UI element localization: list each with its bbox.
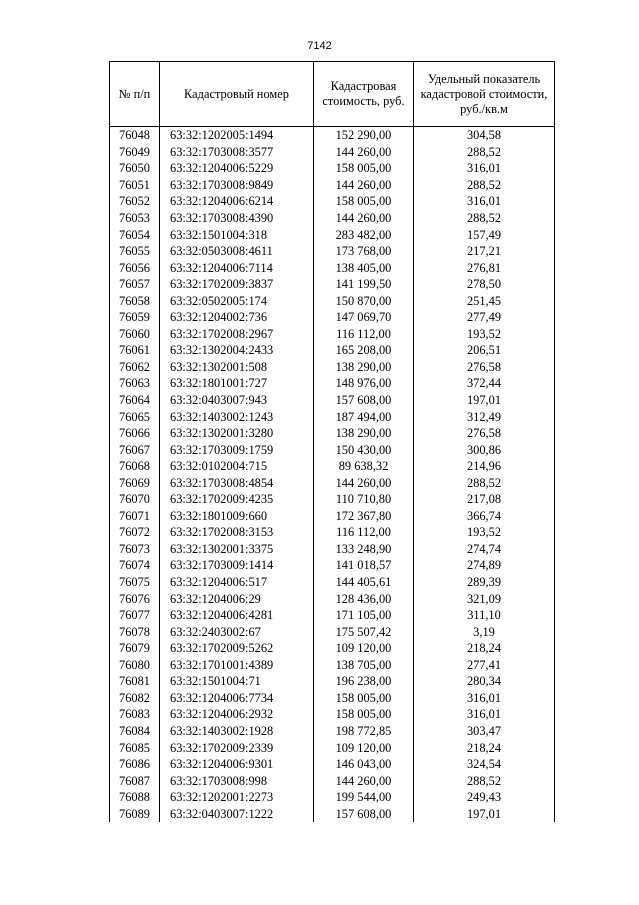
cadastral-number-cell: 63:32:1204006:29 [160, 590, 314, 607]
cadastral-value-cell: 157 608,00 [314, 392, 414, 409]
specific-value-cell: 280,34 [414, 673, 555, 690]
row-number-cell: 76048 [110, 127, 160, 144]
row-number-cell: 76075 [110, 574, 160, 591]
specific-value-cell: 321,09 [414, 590, 555, 607]
specific-value-cell: 372,44 [414, 375, 555, 392]
cadastral-number-cell: 63:32:1701001:4389 [160, 657, 314, 674]
row-number-cell: 76080 [110, 657, 160, 674]
row-number-cell: 76069 [110, 474, 160, 491]
cadastral-value-cell: 144 260,00 [314, 144, 414, 161]
cadastral-value-cell: 196 238,00 [314, 673, 414, 690]
cadastral-number-cell: 63:32:1703008:9849 [160, 177, 314, 194]
header-row [110, 62, 555, 127]
cadastral-value-cell: 110 710,80 [314, 491, 414, 508]
table-row [110, 723, 555, 740]
table-row [110, 474, 555, 491]
cadastral-number-cell: 63:32:1204006:5229 [160, 160, 314, 177]
cadastral-number-cell: 63:32:1403002:1928 [160, 723, 314, 740]
row-number-cell: 76082 [110, 690, 160, 707]
table-row [110, 574, 555, 591]
table-row [110, 623, 555, 640]
specific-value-cell: 217,08 [414, 491, 555, 508]
row-number-cell: 76064 [110, 392, 160, 409]
specific-value-cell: 288,52 [414, 177, 555, 194]
specific-value-cell: 218,24 [414, 640, 555, 657]
specific-value-cell: 288,52 [414, 210, 555, 227]
table-row [110, 458, 555, 475]
cadastral-value-cell: 172 367,80 [314, 508, 414, 525]
specific-value-cell: 278,50 [414, 276, 555, 293]
specific-value-cell: 217,21 [414, 243, 555, 260]
specific-value-cell: 157,49 [414, 226, 555, 243]
cadastral-number-cell: 63:32:2403002:67 [160, 623, 314, 640]
cadastral-number-cell: 63:32:1204006:7734 [160, 690, 314, 707]
row-number-cell: 76089 [110, 805, 160, 822]
specific-value-cell: 300,86 [414, 441, 555, 458]
header-row-number: № п/п [110, 62, 160, 127]
cadastral-value-cell: 146 043,00 [314, 756, 414, 773]
row-number-cell: 76058 [110, 292, 160, 309]
cadastral-value-cell: 158 005,00 [314, 706, 414, 723]
cadastral-number-cell: 63:32:0102004:715 [160, 458, 314, 475]
table-row [110, 226, 555, 243]
cadastral-number-cell: 63:32:1302001:3280 [160, 425, 314, 442]
header-cadastral-number: Кадастровый номер [160, 62, 314, 127]
cadastral-value-cell: 147 069,70 [314, 309, 414, 326]
cadastral-number-cell: 63:32:1703008:4390 [160, 210, 314, 227]
table-row [110, 276, 555, 293]
cadastral-value-cell: 175 507,42 [314, 623, 414, 640]
cadastral-value-cell: 138 290,00 [314, 425, 414, 442]
cadastral-value-cell: 116 112,00 [314, 326, 414, 343]
table-row [110, 144, 555, 161]
row-number-cell: 76073 [110, 541, 160, 558]
specific-value-cell: 276,58 [414, 359, 555, 376]
cadastral-number-cell: 63:32:1702009:3837 [160, 276, 314, 293]
row-number-cell: 76086 [110, 756, 160, 773]
table-row [110, 210, 555, 227]
cadastral-value-cell: 116 112,00 [314, 524, 414, 541]
row-number-cell: 76049 [110, 144, 160, 161]
row-number-cell: 76081 [110, 673, 160, 690]
table-row [110, 789, 555, 806]
specific-value-cell: 316,01 [414, 193, 555, 210]
cadastral-number-cell: 63:32:1702009:2339 [160, 739, 314, 756]
cadastral-value-table [109, 61, 555, 822]
specific-value-cell: 316,01 [414, 706, 555, 723]
specific-value-cell: 206,51 [414, 342, 555, 359]
cadastral-value-cell: 158 005,00 [314, 160, 414, 177]
specific-value-cell: 311,10 [414, 607, 555, 624]
table-row [110, 309, 555, 326]
cadastral-number-cell: 63:32:1302004:2433 [160, 342, 314, 359]
table-row [110, 259, 555, 276]
specific-value-cell: 366,74 [414, 508, 555, 525]
cadastral-number-cell: 63:32:1801001:727 [160, 375, 314, 392]
specific-value-cell: 277,41 [414, 657, 555, 674]
specific-value-cell: 214,96 [414, 458, 555, 475]
cadastral-number-cell: 63:32:1702009:5262 [160, 640, 314, 657]
cadastral-number-cell: 63:32:1204006:2932 [160, 706, 314, 723]
table-row [110, 739, 555, 756]
cadastral-number-cell: 63:32:1302001:508 [160, 359, 314, 376]
cadastral-value-cell: 198 772,85 [314, 723, 414, 740]
row-number-cell: 76063 [110, 375, 160, 392]
cadastral-value-cell: 133 248,90 [314, 541, 414, 558]
cadastral-value-cell: 144 405,61 [314, 574, 414, 591]
row-number-cell: 76076 [110, 590, 160, 607]
cadastral-number-cell: 63:32:1801009:660 [160, 508, 314, 525]
table-row [110, 193, 555, 210]
table-body [110, 127, 555, 822]
cadastral-value-cell: 144 260,00 [314, 177, 414, 194]
cadastral-number-cell: 63:32:1703009:1759 [160, 441, 314, 458]
cadastral-value-cell: 144 260,00 [314, 474, 414, 491]
cadastral-value-cell: 109 120,00 [314, 739, 414, 756]
cadastral-number-cell: 63:32:1204006:7114 [160, 259, 314, 276]
row-number-cell: 76088 [110, 789, 160, 806]
row-number-cell: 76053 [110, 210, 160, 227]
specific-value-cell: 316,01 [414, 690, 555, 707]
header-specific-value: Удельный показатель кадастровой стоимости, руб./кв.м [414, 62, 555, 127]
specific-value-cell: 274,89 [414, 557, 555, 574]
row-number-cell: 76084 [110, 723, 160, 740]
specific-value-cell: 288,52 [414, 474, 555, 491]
cadastral-value-cell: 187 494,00 [314, 408, 414, 425]
specific-value-cell: 304,58 [414, 127, 555, 144]
cadastral-number-cell: 63:32:1501004:318 [160, 226, 314, 243]
table-header [110, 62, 555, 127]
table-row [110, 177, 555, 194]
table-row [110, 756, 555, 773]
cadastral-value-cell: 138 405,00 [314, 259, 414, 276]
table-row [110, 805, 555, 822]
specific-value-cell: 277,49 [414, 309, 555, 326]
row-number-cell: 76083 [110, 706, 160, 723]
specific-value-cell: 276,81 [414, 259, 555, 276]
row-number-cell: 76074 [110, 557, 160, 574]
table-row [110, 160, 555, 177]
cadastral-number-cell: 63:32:1703008:998 [160, 772, 314, 789]
cadastral-number-cell: 63:32:1204002:736 [160, 309, 314, 326]
specific-value-cell: 197,01 [414, 805, 555, 822]
cadastral-number-cell: 63:32:1204006:6214 [160, 193, 314, 210]
cadastral-number-cell: 63:32:1703008:4854 [160, 474, 314, 491]
cadastral-number-cell: 63:32:1204006:4281 [160, 607, 314, 624]
cadastral-value-cell: 165 208,00 [314, 342, 414, 359]
cadastral-value-cell: 152 290,00 [314, 127, 414, 144]
table-row [110, 706, 555, 723]
header-cadastral-value: Кадастровая стоимость, руб. [314, 62, 414, 127]
row-number-cell: 76066 [110, 425, 160, 442]
row-number-cell: 76056 [110, 259, 160, 276]
specific-value-cell: 316,01 [414, 160, 555, 177]
cadastral-value-cell: 144 260,00 [314, 772, 414, 789]
row-number-cell: 76057 [110, 276, 160, 293]
cadastral-value-cell: 283 482,00 [314, 226, 414, 243]
cadastral-value-cell: 158 005,00 [314, 690, 414, 707]
table-row [110, 657, 555, 674]
row-number-cell: 76070 [110, 491, 160, 508]
table-row [110, 607, 555, 624]
table-row [110, 408, 555, 425]
row-number-cell: 76065 [110, 408, 160, 425]
cadastral-number-cell: 63:32:1403002:1243 [160, 408, 314, 425]
cadastral-value-cell: 173 768,00 [314, 243, 414, 260]
row-number-cell: 76085 [110, 739, 160, 756]
cadastral-value-cell: 138 290,00 [314, 359, 414, 376]
row-number-cell: 76067 [110, 441, 160, 458]
cadastral-value-cell: 89 638,32 [314, 458, 414, 475]
table-row [110, 441, 555, 458]
specific-value-cell: 3,19 [414, 623, 555, 640]
table-row [110, 292, 555, 309]
row-number-cell: 76062 [110, 359, 160, 376]
specific-value-cell: 312,49 [414, 408, 555, 425]
cadastral-number-cell: 63:32:0403007:1222 [160, 805, 314, 822]
specific-value-cell: 288,52 [414, 144, 555, 161]
cadastral-number-cell: 63:32:0503008:4611 [160, 243, 314, 260]
table-row [110, 359, 555, 376]
row-number-cell: 76071 [110, 508, 160, 525]
cadastral-value-cell: 144 260,00 [314, 210, 414, 227]
specific-value-cell: 324,54 [414, 756, 555, 773]
cadastral-value-cell: 141 199,50 [314, 276, 414, 293]
row-number-cell: 76060 [110, 326, 160, 343]
row-number-cell: 76077 [110, 607, 160, 624]
cadastral-value-cell: 109 120,00 [314, 640, 414, 657]
table-row [110, 690, 555, 707]
table-row [110, 590, 555, 607]
cadastral-number-cell: 63:32:1703008:3577 [160, 144, 314, 161]
cadastral-value-cell: 171 105,00 [314, 607, 414, 624]
cadastral-number-cell: 63:32:1202001:2273 [160, 789, 314, 806]
cadastral-number-cell: 63:32:1702008:3153 [160, 524, 314, 541]
table-row [110, 392, 555, 409]
specific-value-cell: 289,39 [414, 574, 555, 591]
row-number-cell: 76052 [110, 193, 160, 210]
row-number-cell: 76078 [110, 623, 160, 640]
specific-value-cell: 303,47 [414, 723, 555, 740]
specific-value-cell: 218,24 [414, 739, 555, 756]
row-number-cell: 76059 [110, 309, 160, 326]
table-row [110, 342, 555, 359]
cadastral-number-cell: 63:32:0502005:174 [160, 292, 314, 309]
row-number-cell: 76068 [110, 458, 160, 475]
table-row [110, 557, 555, 574]
specific-value-cell: 288,52 [414, 772, 555, 789]
cadastral-value-cell: 158 005,00 [314, 193, 414, 210]
cadastral-number-cell: 63:32:1702009:4235 [160, 491, 314, 508]
cadastral-number-cell: 63:32:1202005:1494 [160, 127, 314, 144]
table-row [110, 127, 555, 144]
row-number-cell: 76087 [110, 772, 160, 789]
page-number: 7142 [307, 40, 332, 52]
table-row [110, 640, 555, 657]
row-number-cell: 76079 [110, 640, 160, 657]
cadastral-value-cell: 141 018,57 [314, 557, 414, 574]
cadastral-value-cell: 199 544,00 [314, 789, 414, 806]
cadastral-value-cell: 150 870,00 [314, 292, 414, 309]
table-row [110, 772, 555, 789]
cadastral-number-cell: 63:32:1204006:9301 [160, 756, 314, 773]
table-row [110, 425, 555, 442]
specific-value-cell: 197,01 [414, 392, 555, 409]
row-number-cell: 76055 [110, 243, 160, 260]
cadastral-value-cell: 157 608,00 [314, 805, 414, 822]
specific-value-cell: 276,58 [414, 425, 555, 442]
cadastral-number-cell: 63:32:1302001:3375 [160, 541, 314, 558]
cadastral-value-cell: 128 436,00 [314, 590, 414, 607]
cadastral-value-cell: 148 976,00 [314, 375, 414, 392]
specific-value-cell: 274,74 [414, 541, 555, 558]
cadastral-value-cell: 138 705,00 [314, 657, 414, 674]
cadastral-number-cell: 63:32:1703009:1414 [160, 557, 314, 574]
specific-value-cell: 193,52 [414, 326, 555, 343]
cadastral-number-cell: 63:32:1501004:71 [160, 673, 314, 690]
table-row [110, 541, 555, 558]
cadastral-number-cell: 63:32:0403007:943 [160, 392, 314, 409]
table-row [110, 673, 555, 690]
table-row [110, 508, 555, 525]
row-number-cell: 76050 [110, 160, 160, 177]
cadastral-number-cell: 63:32:1204006:517 [160, 574, 314, 591]
specific-value-cell: 251,45 [414, 292, 555, 309]
specific-value-cell: 249,43 [414, 789, 555, 806]
row-number-cell: 76054 [110, 226, 160, 243]
cadastral-value-cell: 150 430,00 [314, 441, 414, 458]
row-number-cell: 76051 [110, 177, 160, 194]
table-row [110, 491, 555, 508]
table-row [110, 326, 555, 343]
table-row [110, 524, 555, 541]
cadastral-number-cell: 63:32:1702008:2967 [160, 326, 314, 343]
row-number-cell: 76061 [110, 342, 160, 359]
specific-value-cell: 193,52 [414, 524, 555, 541]
table-row [110, 243, 555, 260]
row-number-cell: 76072 [110, 524, 160, 541]
table-row [110, 375, 555, 392]
